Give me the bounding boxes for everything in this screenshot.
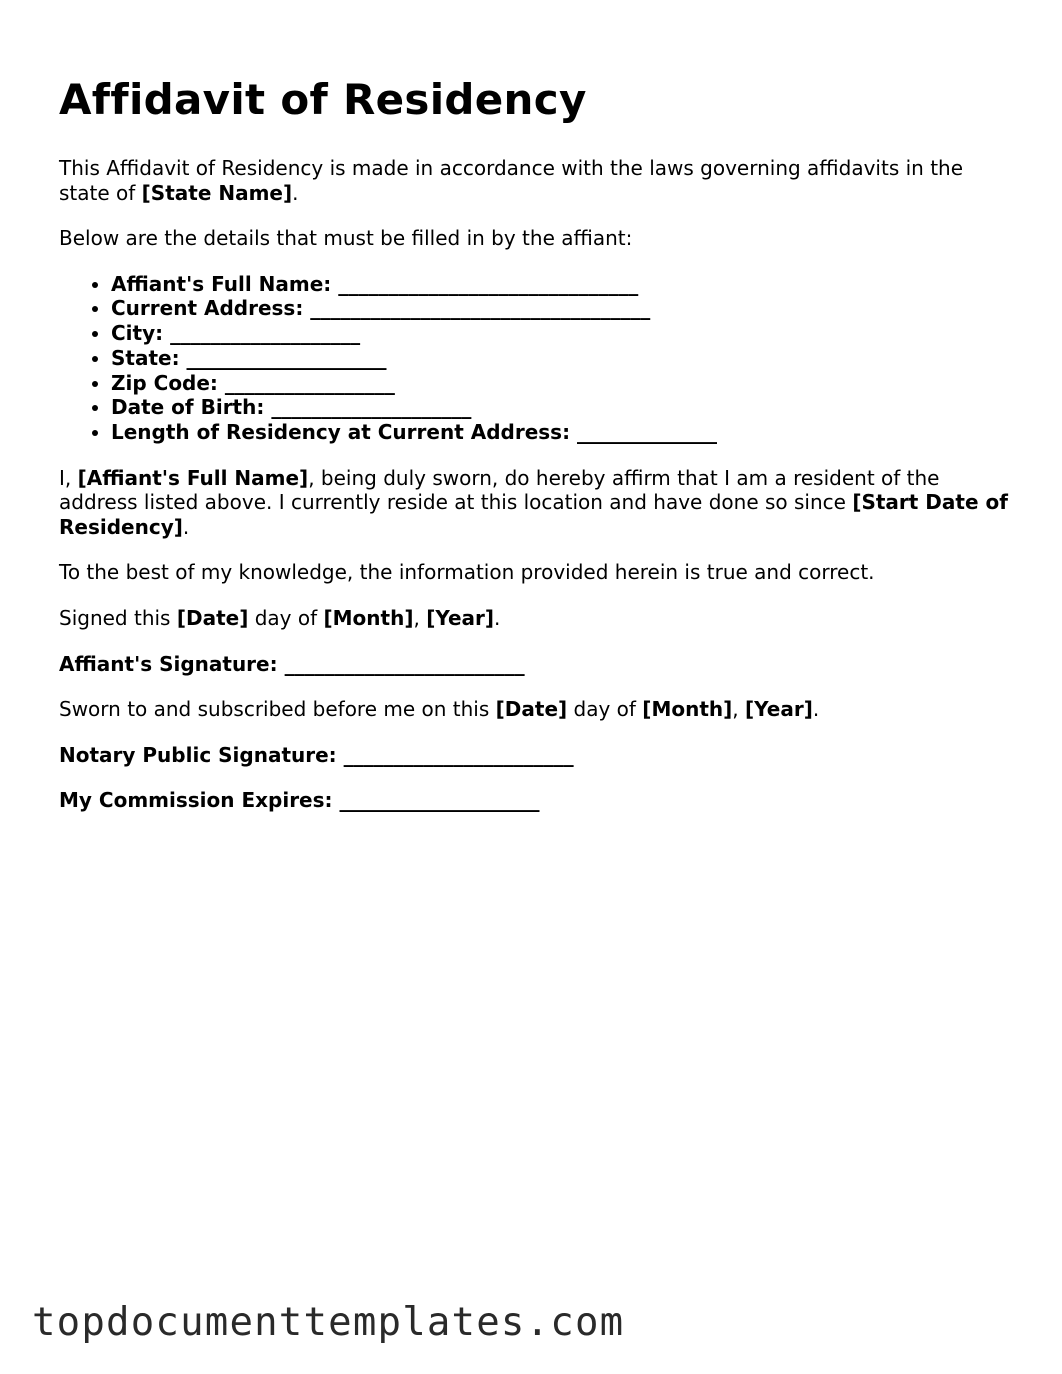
commission-expires-line bbox=[59, 788, 1009, 813]
signed-line bbox=[59, 606, 1009, 631]
field-zip-code: • Zip Code: _________________ bbox=[111, 371, 1009, 396]
sworn-line bbox=[59, 697, 1009, 722]
signed-year-placeholder: [Year] bbox=[426, 606, 495, 631]
sworn-text-1: Sworn to and subscribed before me on this bbox=[59, 697, 496, 722]
commission-expires-label: My Commission Expires: ____________________ bbox=[59, 788, 540, 813]
field-state: • State: ____________________ bbox=[111, 346, 1009, 371]
sworn-text-3: , bbox=[732, 697, 745, 722]
signed-month-placeholder: [Month] bbox=[323, 606, 414, 631]
state-name-placeholder: [State Name] bbox=[141, 180, 293, 205]
intro-period: . bbox=[292, 180, 299, 205]
notary-signature-label: Notary Public Signature: _______________________ bbox=[59, 742, 574, 767]
field-length-of-residency: • Length of Residency at Current Address: ______________ bbox=[111, 420, 1009, 445]
field-city: • City: ___________________ bbox=[111, 321, 1009, 346]
sworn-text-2: day of bbox=[567, 697, 643, 722]
sworn-month-placeholder: [Month] bbox=[642, 697, 733, 722]
sworn-year-placeholder: [Year] bbox=[744, 697, 813, 722]
field-full-name: • Affiant's Full Name: ______________________________ bbox=[111, 272, 1009, 297]
knowledge-statement: To the best of my knowledge, the information provided herein is true and correct. bbox=[59, 560, 875, 585]
signed-text-3: , bbox=[413, 606, 427, 631]
details-intro: Below are the details that must be filled in by the affiant: bbox=[59, 226, 633, 251]
sworn-date-placeholder: [Date] bbox=[495, 697, 568, 722]
sworn-text-4: . bbox=[812, 697, 820, 722]
signed-text-4: . bbox=[494, 606, 501, 631]
field-date-of-birth: • Date of Birth: ____________________ bbox=[111, 395, 1009, 420]
notary-signature-line bbox=[59, 743, 1009, 768]
affirmation-paragraph bbox=[59, 466, 1009, 540]
intro-paragraph bbox=[59, 156, 1009, 205]
affiant-signature-label: Affiant's Signature: ________________________ bbox=[59, 651, 525, 676]
fields-list bbox=[59, 272, 1009, 445]
affirmation-text-3: . bbox=[182, 514, 190, 539]
affirmation-text-2: , being duly sworn, do hereby affirm that I am a resident of the address listed above. I currently reside at this location and have done so since bbox=[59, 465, 940, 515]
signed-date-placeholder: [Date] bbox=[176, 606, 249, 631]
document-page bbox=[59, 72, 1009, 834]
affiant-name-placeholder: [Affiant's Full Name] bbox=[77, 465, 309, 490]
affiant-signature-line bbox=[59, 652, 1009, 677]
signed-text-2: day of bbox=[248, 606, 324, 631]
watermark: topdocumenttemplates.com bbox=[32, 1300, 625, 1345]
field-current-address: • Current Address: __________________________________ bbox=[111, 296, 1009, 321]
signed-text-1: Signed this bbox=[59, 606, 177, 631]
intro-text: This Affidavit of Residency is made in accordance with the laws governing affidavits in the state of bbox=[59, 156, 964, 205]
affirmation-text-1: I, bbox=[59, 465, 78, 490]
document-title: Affidavit of Residency bbox=[59, 75, 587, 124]
start-date-placeholder: [Start Date of Residency] bbox=[59, 490, 1008, 539]
